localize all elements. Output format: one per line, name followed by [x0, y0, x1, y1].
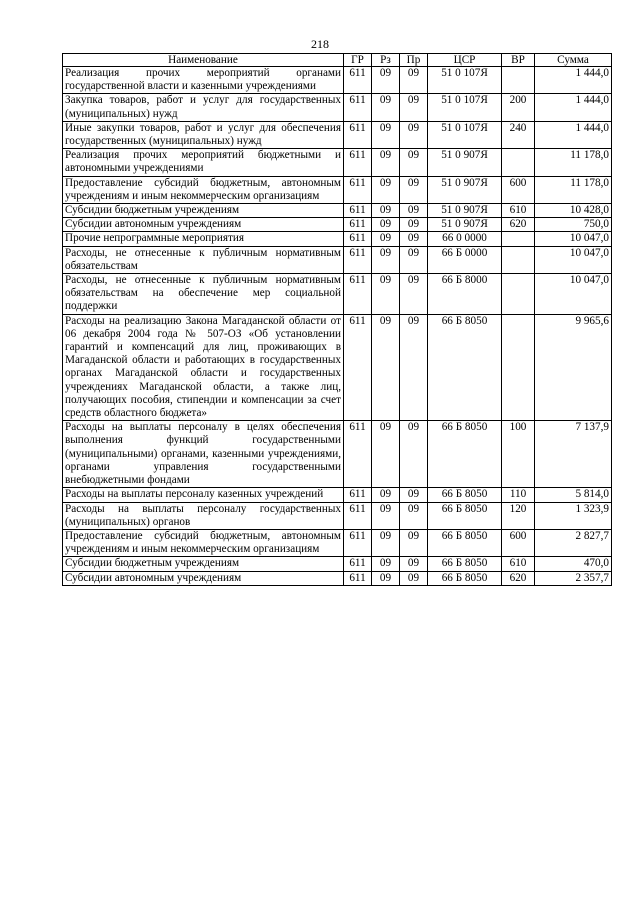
cell-pr: 09	[400, 176, 428, 203]
cell-pr: 09	[400, 218, 428, 232]
cell-sum: 750,0	[535, 218, 612, 232]
cell-vr: 120	[502, 502, 535, 529]
cell-pr: 09	[400, 557, 428, 571]
cell-vr	[502, 246, 535, 273]
cell-gr: 611	[344, 246, 372, 273]
cell-csr: 51 0 907Я	[428, 149, 502, 176]
cell-csr: 66 Б 8050	[428, 421, 502, 488]
cell-csr: 51 0 107Я	[428, 94, 502, 121]
cell-rz: 09	[372, 121, 400, 148]
cell-name: Расходы на выплаты персоналу государственных (муниципальных) органов	[63, 502, 344, 529]
cell-rz: 09	[372, 176, 400, 203]
cell-gr: 611	[344, 67, 372, 94]
cell-pr: 09	[400, 121, 428, 148]
header-pr: Пр	[400, 54, 428, 67]
cell-gr: 611	[344, 232, 372, 246]
cell-rz: 09	[372, 149, 400, 176]
cell-pr: 09	[400, 571, 428, 585]
cell-vr: 610	[502, 557, 535, 571]
cell-rz: 09	[372, 421, 400, 488]
table-row	[63, 67, 612, 94]
table-row	[63, 529, 612, 556]
cell-vr: 600	[502, 176, 535, 203]
cell-sum: 2 827,7	[535, 529, 612, 556]
cell-name: Реализация прочих мероприятий бюджетными и автономными учреждениями	[63, 149, 344, 176]
cell-name: Субсидии бюджетным учреждениям	[63, 204, 344, 218]
cell-name: Иные закупки товаров, работ и услуг для обеспечения государственных (муниципальных) нужд	[63, 121, 344, 148]
cell-sum: 5 814,0	[535, 488, 612, 502]
cell-name: Расходы, не отнесенные к публичным нормативным обязательствам	[63, 246, 344, 273]
cell-name: Предоставление субсидий бюджетным, автономным учреждениям и иным некоммерческим организациям	[63, 176, 344, 203]
cell-pr: 09	[400, 314, 428, 421]
cell-rz: 09	[372, 274, 400, 315]
cell-vr	[502, 274, 535, 315]
cell-sum: 470,0	[535, 557, 612, 571]
cell-vr: 600	[502, 529, 535, 556]
cell-csr: 51 0 107Я	[428, 121, 502, 148]
table-row	[63, 246, 612, 273]
cell-pr: 09	[400, 488, 428, 502]
cell-name: Расходы на выплаты персоналу в целях обеспечения выполнения функций государственными (муниципальными) органами, казенными учреждениями, органами управления государственными внебюджетными фондами	[63, 421, 344, 488]
cell-csr: 51 0 907Я	[428, 204, 502, 218]
cell-csr: 66 0 0000	[428, 232, 502, 246]
cell-rz: 09	[372, 314, 400, 421]
table-row	[63, 571, 612, 585]
table-row	[63, 232, 612, 246]
cell-rz: 09	[372, 204, 400, 218]
cell-sum: 9 965,6	[535, 314, 612, 421]
cell-gr: 611	[344, 274, 372, 315]
cell-sum: 10 047,0	[535, 232, 612, 246]
cell-csr: 66 Б 8050	[428, 529, 502, 556]
cell-gr: 611	[344, 502, 372, 529]
table-row	[63, 314, 612, 421]
cell-vr	[502, 232, 535, 246]
cell-pr: 09	[400, 204, 428, 218]
table-row	[63, 421, 612, 488]
cell-csr: 51 0 107Я	[428, 67, 502, 94]
cell-rz: 09	[372, 232, 400, 246]
cell-rz: 09	[372, 502, 400, 529]
cell-gr: 611	[344, 571, 372, 585]
table-row	[63, 149, 612, 176]
cell-csr: 66 Б 8050	[428, 502, 502, 529]
cell-rz: 09	[372, 571, 400, 585]
table-row	[63, 502, 612, 529]
cell-csr: 51 0 907Я	[428, 176, 502, 203]
budget-table	[62, 53, 612, 586]
cell-gr: 611	[344, 218, 372, 232]
cell-pr: 09	[400, 529, 428, 556]
cell-vr	[502, 67, 535, 94]
cell-csr: 66 Б 8000	[428, 274, 502, 315]
cell-gr: 611	[344, 204, 372, 218]
cell-csr: 66 Б 8050	[428, 571, 502, 585]
cell-csr: 66 Б 8050	[428, 314, 502, 421]
cell-name: Расходы на реализацию Закона Магаданской области от 06 декабря 2004 года № 507-ОЗ «Об установлении гарантий и компенсаций для лиц, проживающих в Магаданской области и работающих в государственных органах Магаданской области и государственных учреждениях Магаданской области, а также лиц, получающих пособия, стипендии и компенсации за счет средств областного бюджета»	[63, 314, 344, 421]
cell-sum: 11 178,0	[535, 149, 612, 176]
cell-pr: 09	[400, 274, 428, 315]
cell-gr: 611	[344, 94, 372, 121]
table-row	[63, 557, 612, 571]
cell-rz: 09	[372, 67, 400, 94]
cell-name: Субсидии автономным учреждениям	[63, 571, 344, 585]
cell-sum: 1 323,9	[535, 502, 612, 529]
cell-csr: 66 Б 8050	[428, 557, 502, 571]
cell-vr: 200	[502, 94, 535, 121]
cell-rz: 09	[372, 94, 400, 121]
cell-pr: 09	[400, 67, 428, 94]
cell-sum: 10 428,0	[535, 204, 612, 218]
cell-name: Прочие непрограммные мероприятия	[63, 232, 344, 246]
cell-pr: 09	[400, 94, 428, 121]
header-csr: ЦСР	[428, 54, 502, 67]
table-row	[63, 218, 612, 232]
page-number: 218	[311, 37, 329, 51]
cell-vr: 240	[502, 121, 535, 148]
cell-pr: 09	[400, 421, 428, 488]
cell-sum: 7 137,9	[535, 421, 612, 488]
table-row	[63, 274, 612, 315]
cell-name: Расходы на выплаты персоналу казенных учреждений	[63, 488, 344, 502]
cell-name: Реализация прочих мероприятий органами государственной власти и казенными учреждениями	[63, 67, 344, 94]
cell-name: Расходы, не отнесенные к публичным нормативным обязательствам на обеспечение мер социальной поддержки	[63, 274, 344, 315]
table-row	[63, 204, 612, 218]
cell-pr: 09	[400, 149, 428, 176]
cell-pr: 09	[400, 232, 428, 246]
table-row	[63, 488, 612, 502]
cell-csr: 66 Б 8050	[428, 488, 502, 502]
cell-sum: 1 444,0	[535, 121, 612, 148]
cell-rz: 09	[372, 529, 400, 556]
cell-csr: 66 Б 0000	[428, 246, 502, 273]
header-vr: ВР	[502, 54, 535, 67]
header-sum: Сумма	[535, 54, 612, 67]
table-row	[63, 94, 612, 121]
cell-vr: 610	[502, 204, 535, 218]
header-rz: Рз	[372, 54, 400, 67]
table-row	[63, 121, 612, 148]
cell-gr: 611	[344, 314, 372, 421]
cell-csr: 51 0 907Я	[428, 218, 502, 232]
cell-rz: 09	[372, 488, 400, 502]
header-name: Наименование	[63, 54, 344, 67]
cell-gr: 611	[344, 121, 372, 148]
cell-vr: 110	[502, 488, 535, 502]
cell-gr: 611	[344, 529, 372, 556]
cell-vr	[502, 149, 535, 176]
cell-vr: 100	[502, 421, 535, 488]
cell-sum: 1 444,0	[535, 94, 612, 121]
cell-name: Предоставление субсидий бюджетным, автономным учреждениям и иным некоммерческим организациям	[63, 529, 344, 556]
cell-vr: 620	[502, 218, 535, 232]
cell-sum: 10 047,0	[535, 246, 612, 273]
cell-gr: 611	[344, 149, 372, 176]
cell-sum: 10 047,0	[535, 274, 612, 315]
cell-pr: 09	[400, 246, 428, 273]
cell-gr: 611	[344, 176, 372, 203]
header-gr: ГР	[344, 54, 372, 67]
cell-sum: 11 178,0	[535, 176, 612, 203]
cell-rz: 09	[372, 557, 400, 571]
cell-pr: 09	[400, 502, 428, 529]
cell-vr	[502, 314, 535, 421]
cell-gr: 611	[344, 488, 372, 502]
cell-rz: 09	[372, 218, 400, 232]
cell-name: Субсидии автономным учреждениям	[63, 218, 344, 232]
table-row	[63, 176, 612, 203]
cell-sum: 2 357,7	[535, 571, 612, 585]
cell-name: Закупка товаров, работ и услуг для государственных (муниципальных) нужд	[63, 94, 344, 121]
cell-gr: 611	[344, 557, 372, 571]
cell-vr: 620	[502, 571, 535, 585]
cell-sum: 1 444,0	[535, 67, 612, 94]
table-header-row	[63, 54, 612, 67]
cell-rz: 09	[372, 246, 400, 273]
cell-name: Субсидии бюджетным учреждениям	[63, 557, 344, 571]
cell-gr: 611	[344, 421, 372, 488]
